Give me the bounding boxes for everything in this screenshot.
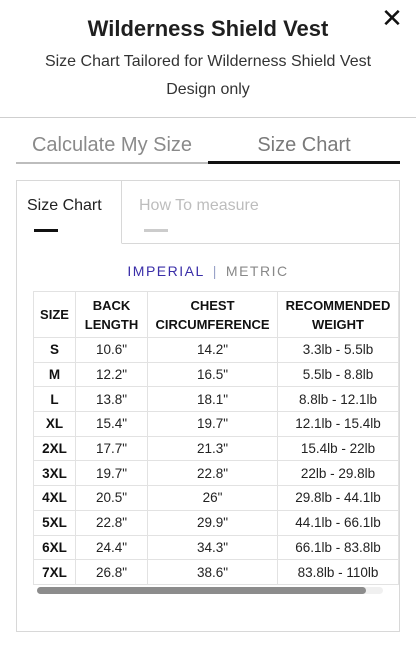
horizontal-scrollbar[interactable]	[37, 587, 383, 594]
cell-chest: 38.6"	[148, 560, 278, 585]
cell-weight: 5.5lb - 8.8lb	[278, 362, 399, 387]
header-chest-circumference: CHEST CIRCUMFERENCE	[148, 292, 278, 338]
cell-size: 6XL	[34, 535, 76, 560]
cell-chest: 19.7"	[148, 412, 278, 437]
main-tabs	[16, 130, 400, 164]
cell-back-length: 24.4"	[76, 535, 148, 560]
cell-weight: 3.3lb - 5.5lb	[278, 338, 399, 363]
cell-weight: 29.8lb - 44.1lb	[278, 486, 399, 511]
subtab-size-chart-label: Size Chart	[27, 197, 102, 214]
tab-size-chart[interactable]: Size Chart	[208, 130, 400, 164]
subtab-how-to-measure-label: How To measure	[139, 197, 259, 214]
unit-toggle	[17, 263, 399, 279]
unit-metric[interactable]: METRIC	[225, 263, 289, 279]
cell-size: 5XL	[34, 510, 76, 535]
cell-size: 7XL	[34, 560, 76, 585]
cell-weight: 8.8lb - 12.1lb	[278, 387, 399, 412]
cell-back-length: 15.4"	[76, 412, 148, 437]
subtab-active-indicator	[34, 229, 58, 232]
cell-back-length: 12.2"	[76, 362, 148, 387]
header-size: SIZE	[34, 292, 76, 338]
cell-size: M	[34, 362, 76, 387]
cell-back-length: 26.8"	[76, 560, 148, 585]
unit-imperial[interactable]: IMPERIAL	[127, 263, 205, 279]
cell-size: 4XL	[34, 486, 76, 511]
subtab-how-to-measure[interactable]	[123, 181, 273, 243]
cell-chest: 34.3"	[148, 535, 278, 560]
cell-size: 3XL	[34, 461, 76, 486]
table-row	[34, 535, 399, 560]
cell-chest: 22.8"	[148, 461, 278, 486]
cell-weight: 66.1lb - 83.8lb	[278, 535, 399, 560]
modal-header	[0, 0, 416, 118]
table-row	[34, 436, 399, 461]
size-table	[33, 291, 399, 585]
subtab-divider	[122, 243, 400, 244]
subtab-inactive-indicator	[144, 229, 168, 232]
cell-back-length: 20.5"	[76, 486, 148, 511]
cell-chest: 29.9"	[148, 510, 278, 535]
cell-weight: 22lb - 29.8lb	[278, 461, 399, 486]
table-row	[34, 362, 399, 387]
close-icon[interactable]: ✕	[381, 3, 403, 33]
cell-back-length: 22.8"	[76, 510, 148, 535]
cell-chest: 18.1"	[148, 387, 278, 412]
cell-back-length: 19.7"	[76, 461, 148, 486]
cell-weight: 15.4lb - 22lb	[278, 436, 399, 461]
cell-size: L	[34, 387, 76, 412]
cell-weight: 83.8lb - 110lb	[278, 560, 399, 585]
size-table-scroll[interactable]	[33, 291, 400, 596]
cell-back-length: 10.6"	[76, 338, 148, 363]
page-subtitle: Size Chart Tailored for Wilderness Shield Vest Design only	[44, 53, 372, 98]
header-recommended-weight: RECOMMENDED WEIGHT	[278, 292, 399, 338]
table-row	[34, 387, 399, 412]
page-title: Wilderness Shield Vest	[87, 16, 329, 41]
table-row	[34, 560, 399, 585]
table-row	[34, 412, 399, 437]
table-header-row	[34, 292, 399, 338]
cell-chest: 26"	[148, 486, 278, 511]
table-row	[34, 486, 399, 511]
cell-size: 2XL	[34, 436, 76, 461]
table-row	[34, 510, 399, 535]
scrollbar-thumb[interactable]	[37, 587, 366, 594]
header-back-length: BACK LENGTH	[76, 292, 148, 338]
subtab-size-chart[interactable]	[17, 181, 122, 244]
tab-calculate-my-size[interactable]: Calculate My Size	[16, 130, 208, 164]
cell-chest: 16.5"	[148, 362, 278, 387]
cell-back-length: 13.8"	[76, 387, 148, 412]
cell-weight: 12.1lb - 15.4lb	[278, 412, 399, 437]
cell-size: S	[34, 338, 76, 363]
cell-chest: 21.3"	[148, 436, 278, 461]
table-row	[34, 338, 399, 363]
cell-weight: 44.1lb - 66.1lb	[278, 510, 399, 535]
cell-size: XL	[34, 412, 76, 437]
cell-chest: 14.2"	[148, 338, 278, 363]
table-row	[34, 461, 399, 486]
size-chart-panel	[16, 180, 400, 632]
unit-separator: |	[212, 263, 218, 279]
cell-back-length: 17.7"	[76, 436, 148, 461]
